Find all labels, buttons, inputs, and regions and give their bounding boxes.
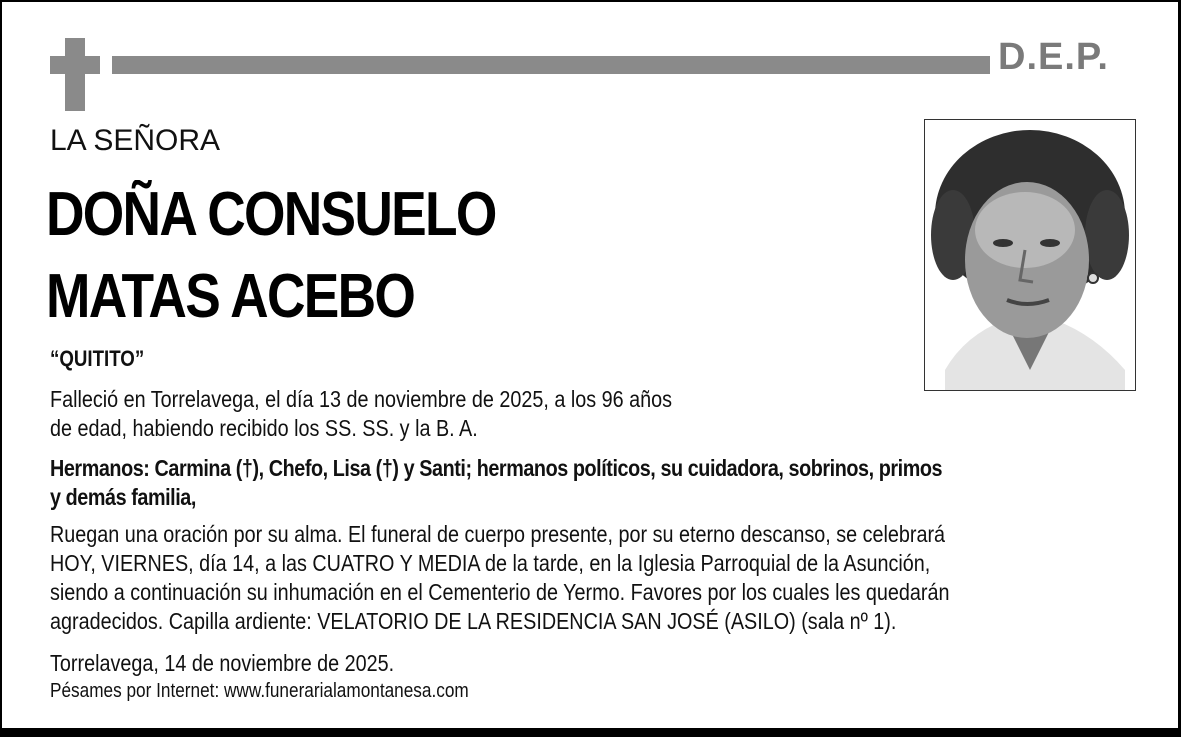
dep-label: D.E.P.	[998, 36, 1109, 78]
cross-icon-arm	[50, 56, 100, 74]
family-line-1: Hermanos: Carmina (†), Chefo, Lisa (†) y Santi; hermanos políticos, su cuidadora, sobrinos, primos	[50, 455, 943, 481]
family-line-2: y demás familia,	[50, 484, 196, 510]
funeral-line-3: siendo a continuación su inhumación en el Cementerio de Yermo. Favores por los cuales les quedarán	[50, 579, 950, 605]
name-line-1: DOÑA CONSUELO	[46, 180, 496, 249]
deceased-name	[46, 174, 496, 338]
family-list	[50, 454, 942, 512]
funeral-details	[50, 520, 949, 636]
place-date: Torrelavega, 14 de noviembre de 2025.	[50, 650, 395, 676]
death-line-1: Falleció en Torrelavega, el día 13 de noviembre de 2025, a los 96 años	[50, 386, 673, 412]
cross-icon	[65, 38, 85, 111]
name-line-2: MATAS ACEBO	[46, 262, 415, 331]
nickname: “QUITITO”	[50, 346, 145, 371]
condolences-link[interactable]: Pésames por Internet: www.funerarialamontanesa.com	[50, 680, 469, 702]
funeral-line-2: HOY, VIERNES, día 14, a las CUATRO Y MEDIA de la tarde, en la Iglesia Parroquial de la Asunción,	[50, 550, 931, 576]
funeral-line-1: Ruegan una oración por su alma. El funeral de cuerpo presente, por su eterno descanso, se celebrará	[50, 521, 946, 547]
portrait-photo	[924, 119, 1136, 391]
honorific-title: LA SEÑORA	[50, 124, 221, 157]
header-rule	[112, 56, 990, 74]
death-notice	[50, 385, 672, 443]
funeral-line-4: agradecidos. Capilla ardiente: VELATORIO DE LA RESIDENCIA SAN JOSÉ (ASILO) (sala nº 1).	[50, 608, 897, 634]
portrait-image	[925, 120, 1135, 390]
death-line-2: de edad, habiendo recibido los SS. SS. y la B. A.	[50, 415, 478, 441]
